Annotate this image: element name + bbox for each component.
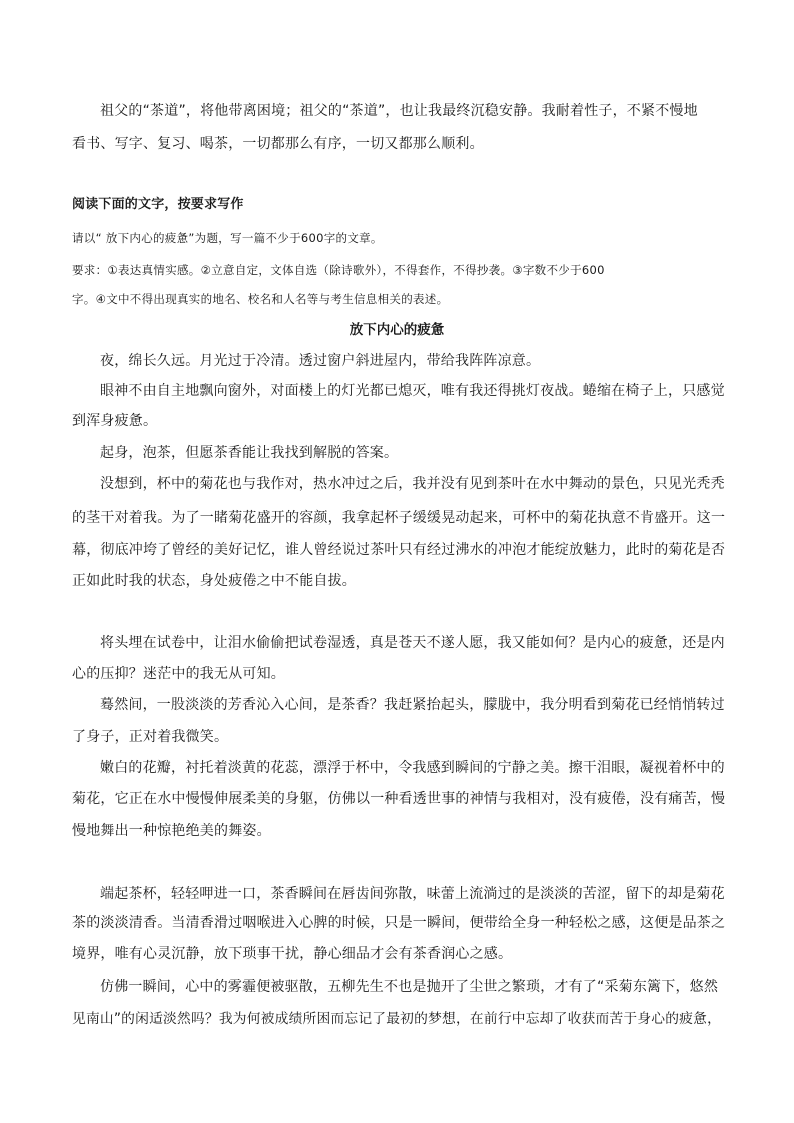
intro-line-2: 看书、写字、复习、喝茶，一切都那么有序，一切又都那么顺利。 xyxy=(72,136,484,152)
essay-paragraph-2-line-1: 眼神不由自主地飘向窗外，对面楼上的灯光都已熄灭，唯有我还得挑灯夜战。蜷缩在椅子上，只感觉 xyxy=(100,383,725,399)
essay-paragraph-4-line-4: 正如此时我的状态，身处疲倦之中不能自拔。 xyxy=(72,573,356,589)
essay-paragraph-2-line-2: 到浑身疲惫。 xyxy=(72,413,158,429)
task-prompt: 请以“ 放下内心的疲惫”为题，写一篇不少于600字的文章。 xyxy=(72,231,383,245)
essay-paragraph-9-line-2: 见南山”的闲适淡然吗？我为何被成绩所困而忘记了最初的梦想，在前行中忘却了收获而苦于身心的疲惫， xyxy=(72,1011,722,1027)
intro-line-1: 祖父的“茶道”，将他带离困境；祖父的“茶道”，也让我最终沉稳安静。我耐着性子，不紧不慢地 xyxy=(100,103,698,119)
essay-paragraph-8-line-2: 茶的淡淡清香。当清香滑过咽喉进入心脾的时候，只是一瞬间，便带给全身一种轻松之感，这便是品茶之 xyxy=(72,915,726,931)
essay-paragraph-1: 夜，绵长久远。月光过于冷清。透过窗户斜进屋内，带给我阵阵凉意。 xyxy=(100,353,541,369)
essay-paragraph-8-line-1: 端起茶杯，轻轻呷进一口，茶香瞬间在唇齿间弥散，味蕾上流淌过的是淡淡的苦涩，留下的却是菊花 xyxy=(100,886,725,902)
essay-paragraph-8-line-3: 境界，唯有心灵沉静，放下琐事干扰，静心细品才会有茶香润心之感。 xyxy=(72,946,513,962)
essay-paragraph-9-line-1: 仿佛一瞬间，心中的雾霾便被驱散，五柳先生不也是抛开了尘世之繁琐，才有了“采菊东篱下，悠然 xyxy=(100,979,719,995)
essay-title: 放下内心的疲惫 xyxy=(349,322,445,338)
essay-paragraph-5-line-2: 心的压抑？迷茫中的我无从可知。 xyxy=(72,666,285,682)
essay-paragraph-7-line-3: 慢地舞出一种惊艳绝美的舞姿。 xyxy=(72,823,271,839)
task-requirements-line-1: 要求：①表达真情实感。②立意自定，文体自选（除诗歌外），不得套作，不得抄袭。③字数不少于600 xyxy=(72,263,605,277)
essay-paragraph-7-line-2: 菊花，它正在水中慢慢伸展柔美的身躯，仿佛以一种看透世事的神情与我相对，没有疲倦，没有痛苦，慢 xyxy=(72,791,726,807)
task-heading: 阅读下面的文字，按要求写作 xyxy=(72,197,244,212)
essay-paragraph-6-line-1: 蓦然间，一股淡淡的芳香沁入心间，是茶香？我赶紧抬起头，朦胧中，我分明看到菊花已经悄悄转过 xyxy=(100,697,725,713)
essay-paragraph-4-line-2: 的茎干对着我。为了一睹菊花盛开的容颜，我拿起杯子缓缓晃动起来，可杯中的菊花执意不肯盛开。这一 xyxy=(72,510,726,526)
essay-paragraph-4-line-1: 没想到，杯中的菊花也与我作对，热水冲过之后，我并没有见到茶叶在水中舞动的景色，只见光秃秃 xyxy=(100,476,725,492)
task-requirements-line-2: 字。④文中不得出现真实的地名、校名和人名等与考生信息相关的表述。 xyxy=(72,292,449,306)
essay-paragraph-6-line-2: 了身子，正对着我微笑。 xyxy=(72,729,229,745)
essay-paragraph-4-line-3: 幕，彻底冲垮了曾经的美好记忆，谁人曾经说过茶叶只有经过沸水的冲泡才能绽放魅力，此时的菊花是否 xyxy=(72,542,726,558)
essay-paragraph-7-line-1: 嫩白的花瓣，衬托着淡黄的花蕊，漂浮于杯中，令我感到瞬间的宁静之美。擦干泪眼，凝视着杯中的 xyxy=(100,760,725,776)
essay-paragraph-3: 起身，泡茶，但愿茶香能让我找到解脱的答案。 xyxy=(100,445,399,461)
essay-paragraph-5-line-1: 将头埋在试卷中，让泪水偷偷把试卷湿透，真是苍天不遂人愿，我又能如何？是内心的疲惫，还是内 xyxy=(100,635,725,651)
